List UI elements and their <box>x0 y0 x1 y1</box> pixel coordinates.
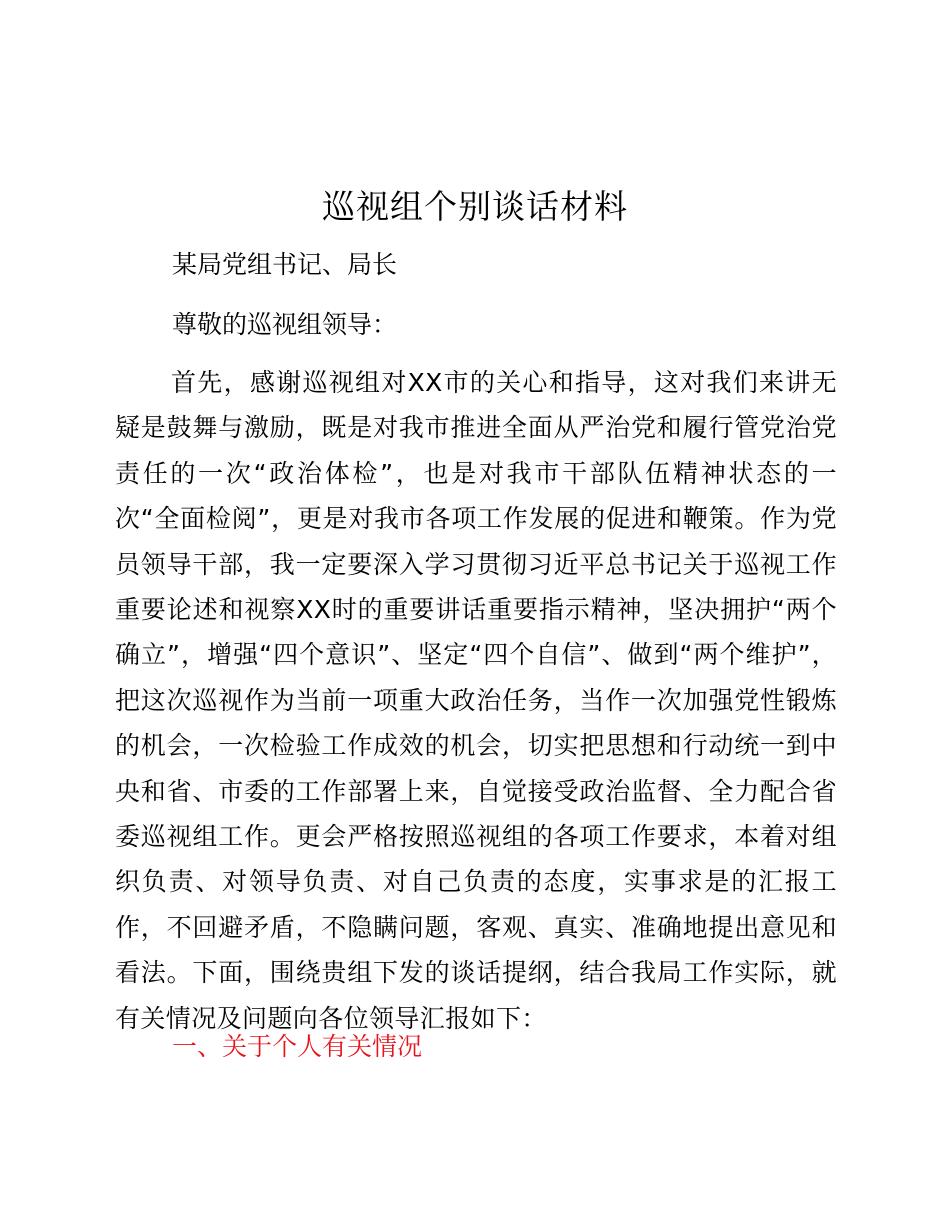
speaker-line: 某局党组书记、局长 <box>172 250 398 279</box>
body-paragraph: 首先，感谢巡视组对XX市的关心和指导，这对我们来讲无疑是鼓舞与激励，既是对我市推进全面从严治党和履行管党治党责任的一次“政治体检”，也是对我市干部队伍精神状态的一次“全面检阅”，更是对我市各项工作发展的促进和鞭策。作为党员领导干部，我一定要深入学习贯彻习近平总书记关于巡视工作重要论述和视察XX时的重要讲话重要指示精神，坚决拥护“两个确立”，增强“四个意识”、坚定“四个自信”、做到“两个维护”，把这次巡视作为当前一项重大政治任务，当作一次加强党性锻炼的机会，一次检验工作成效的机会，切实把思想和行动统一到中央和省、市委的工作部署上来，自觉接受政治监督、全力配合省委巡视组工作。更会严格按照巡视组的各项工作要求，本着对组织负责、对领导负责、对自己负责的态度，实事求是的汇报工作，不回避矛盾，不隐瞒问题，客观、真实、准确地提出意见和看法。下面，围绕贵组下发的谈话提纲，结合我局工作实际，就有关情况及问题向各位领导汇报如下： <box>115 368 837 1033</box>
salutation: 尊敬的巡视组领导： <box>172 310 398 339</box>
section-heading: 一、关于个人有关情况 <box>172 1032 423 1061</box>
document-title: 巡视组个别谈话材料 <box>322 187 628 226</box>
